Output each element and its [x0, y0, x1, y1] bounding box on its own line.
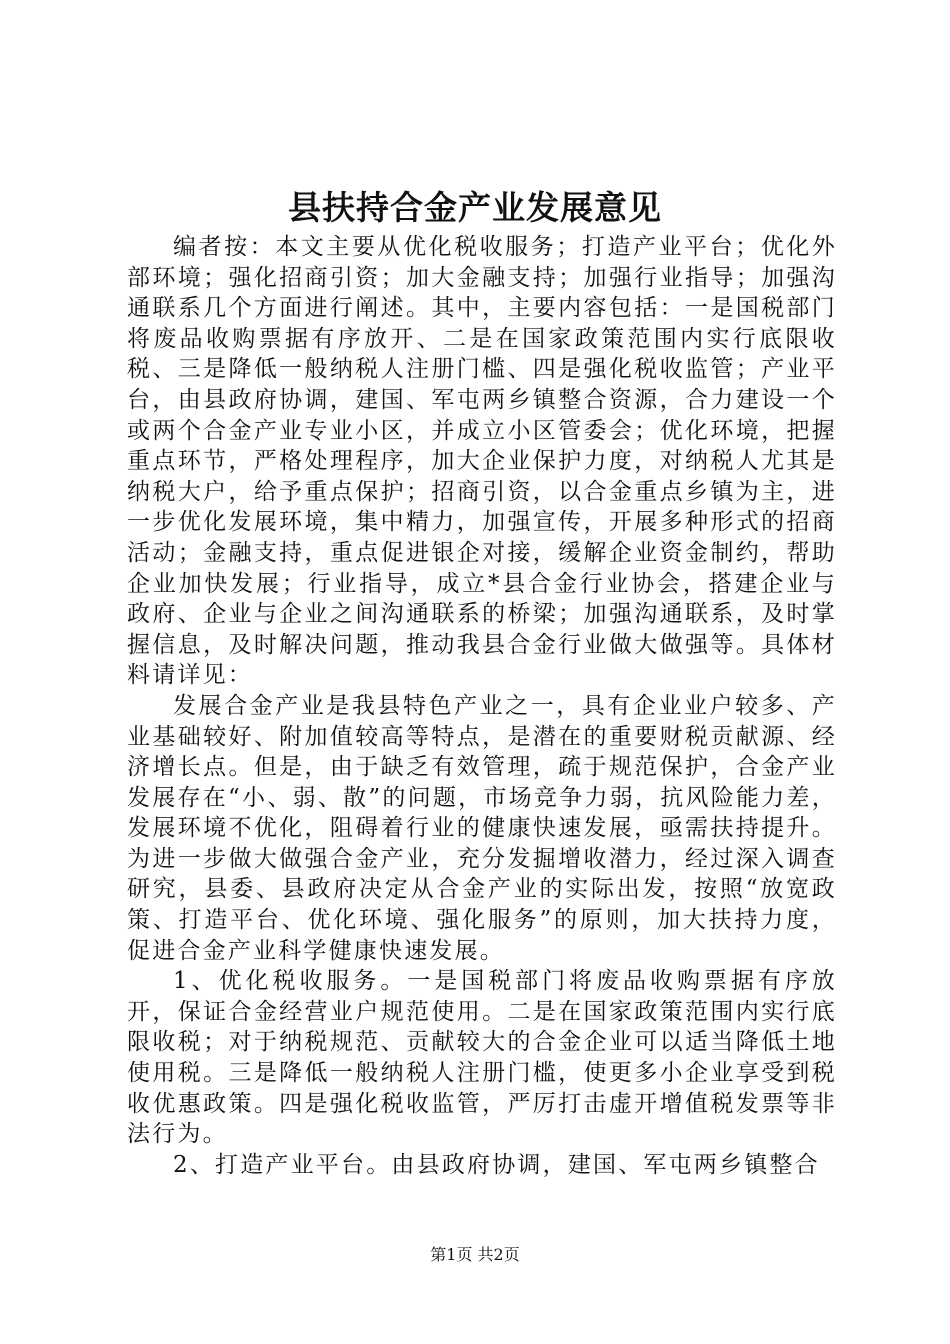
document-body — [127, 232, 837, 1180]
document-title: 县扶持合金产业发展意见 — [288, 188, 662, 227]
intro-paragraph: 发展合金产业是我县特色产业之一，具有企业业户较多、产业基础较好、附加值较高等特点，是潜在的重要财税贡献源、经济增长点。但是，由于缺乏有效管理，疏于规范保护，合金产业发展存在“小、弱、散”的问题，市场竞争力弱，抗风险能力差，发展环境不优化，阻碍着行业的健康快速发展，亟需扶持提升。为进一步做大做强合金产业，充分发掘增收潜力，经过深入调查研究，县委、县政府决定从合金产业的实际出发，按照“放宽政策、打造平台、优化环境、强化服务”的原则，加大扶持力度，促进合金产业科学健康快速发展。 — [127, 692, 837, 964]
page-number-footer: 第1页 共2页 — [430, 1245, 520, 1264]
industry-platform-paragraph: 2、打造产业平台。由县政府协调，建国、军屯两乡镇整合 — [173, 1151, 820, 1178]
editor-note-paragraph: 编者按：本文主要从优化税收服务；打造产业平台；优化外部环境；强化招商引资；加大金融支持；加强行业指导；加强沟通联系几个方面进行阐述。其中，主要内容包括：一是国税部门将废品收购票据有序放开、二是在国家政策范围内实行底限收税、三是降低一般纳税人注册门槛、四是强化税收监管；产业平台，由县政府协调，建国、军屯两乡镇整合资源，合力建设一个或两个合金产业专业小区，并成立小区管委会；优化环境，把握重点环节，严格处理程序，加大企业保护力度，对纳税人尤其是纳税大户，给予重点保护；招商引资，以合金重点乡镇为主，进一步优化发展环境，集中精力，加强宣传，开展多种形式的招商活动；金融支持，重点促进银企对接，缓解企业资金制约，帮助企业加快发展；行业指导，成立*县合金行业协会，搭建企业与政府、企业与企业之间沟通联系的桥梁；加强沟通联系，及时掌握信息，及时解决问题，推动我县合金行业做大做强等。具体材料请详见： — [127, 234, 837, 689]
tax-service-paragraph: 1、优化税收服务。一是国税部门将废品收购票据有序放开，保证合金经营业户规范使用。二是在国家政策范围内实行底限收税；对于纳税规范、贡献较大的合金企业可以适当降低土地使用税。三是降低一般纳税人注册门槛，使更多小企业享受到税收优惠政策。四是强化税收监管，严厉打击虚开增值税发票等非法行为。 — [127, 968, 837, 1148]
